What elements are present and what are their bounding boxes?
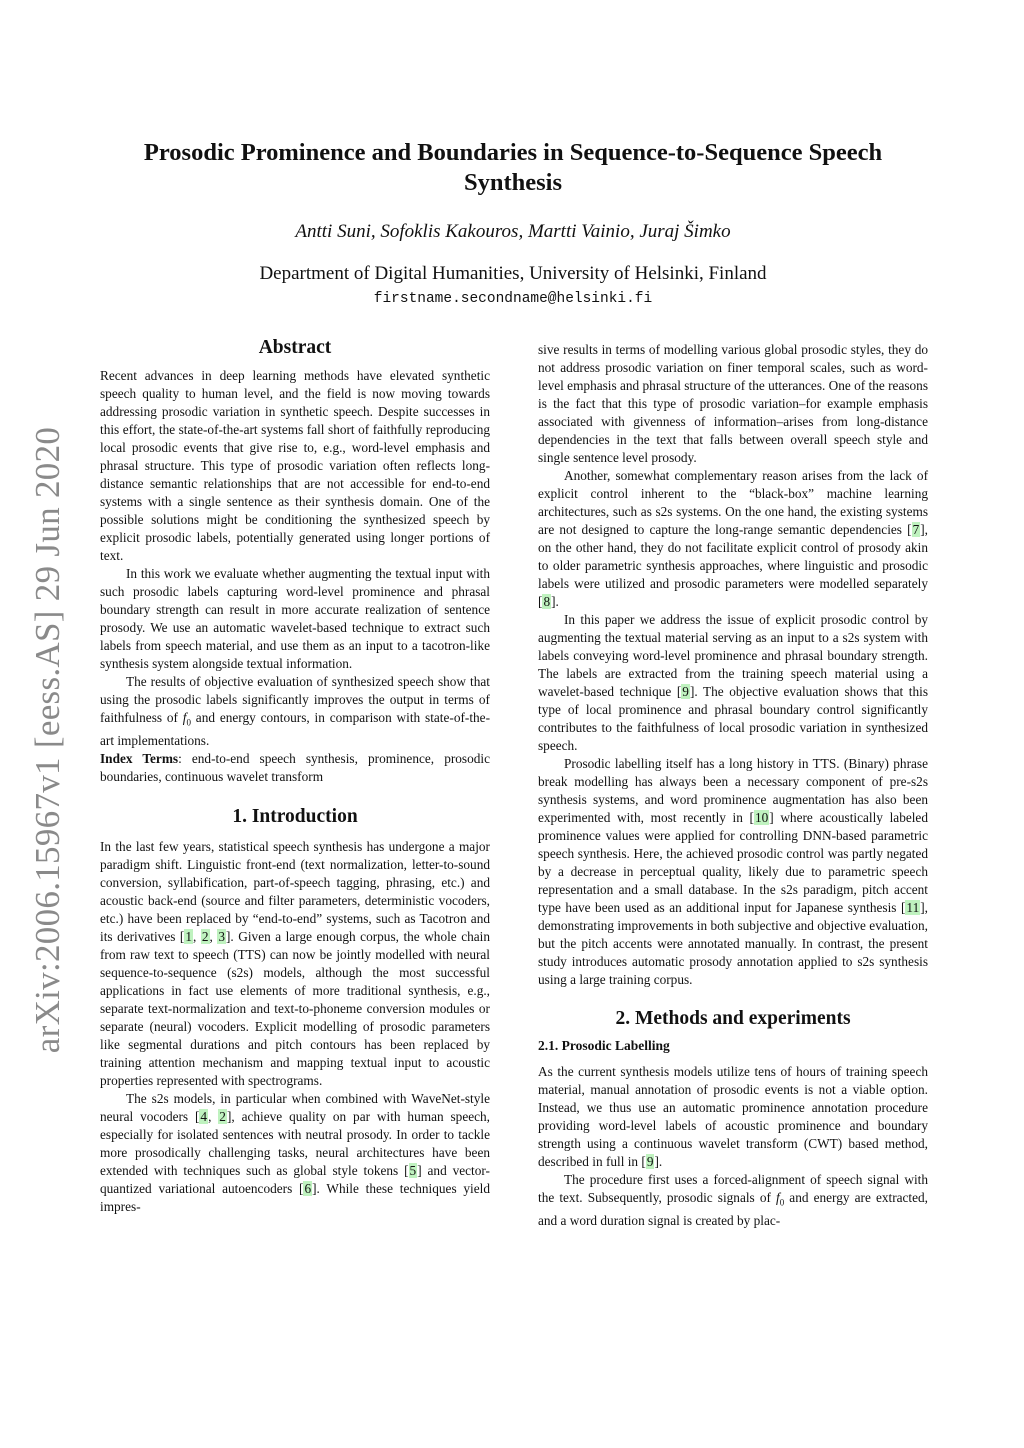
arxiv-sidebar-stamp: arXiv:2006.15967v1 [eess.AS] 29 Jun 2020: [28, 426, 67, 1054]
citation-link[interactable]: 2: [219, 1108, 226, 1124]
subsection-heading: 2.1. Prosodic Labelling: [538, 1038, 670, 1053]
introduction-heading: 1. Introduction: [232, 805, 358, 827]
intro-paragraph-1: In the last few years, statistical speech synthesis has undergone a major paradigm shift. Linguistic front-end (text normalization, letter-to-sound conversion, syllabification, part-of-speech tagging, phrasing, etc.) and acoustic back-end (source and filter parameters, deterministic vocoders, etc.) have been replaced by “end-to-end” systems, such as Tacotron and its derivatives [1, 2, 3]. Given a large enough corpus, the whole chain from raw text to speech (TTS) can now be jointly modelled with neural sequence-to-sequence (s2s) models, although the most successful applications in fact use elements of more traditional synthesis, e.g., separate text-normalization and text-to-phoneme conversion modules or separate (neural) vocoders. Explicit modelling of prosodic parameters like segmental durations and pitch contours has been replaced by training attention mechanism and mapping textual input to acoustic properties represented with spectrograms.: [100, 838, 490, 1088]
intro-paragraph-5: In this paper we address the issue of explicit prosodic control by augmenting the textual material serving as an input to a s2s system with labels conveying word-level prominence and phrasal boundary strength. The labels are extracted from the training speech material using a wavelet-based technique [9]. The objective evaluation shows that this type of local prominence and phrasal boundary control significantly contributes to the faithfulness of local prosodic variation in synthesized speech.: [538, 612, 928, 753]
abstract-paragraph-1: Recent advances in deep learning methods have elevated synthetic speech quality to human level, and the field is now moving towards addressing prosodic variation in synthetic speech. Despite successes in this effort, the state-of-the-art systems fall short of faithfully reproducing local prosodic events that give rise to, e.g., word-level emphasis and phrasal structure. This type of prosodic variation often reflects long-distance semantic relationships that are not accessible for end-to-end systems with a single sentence as their synthesis domain. One of the possible solutions might be conditioning the synthesized speech by explicit prosodic labels, potentially generated using longer portions of text.: [100, 368, 490, 563]
index-terms-label: Index Terms: [100, 750, 179, 766]
citation-link[interactable]: 3: [218, 928, 225, 944]
right-column: [538, 341, 928, 1230]
intro-paragraph-3: sive results in terms of modelling various global prosodic styles, they do not address prosodic variation on finer temporal scales, such as word-level emphasis and phrasal structure of the utterances. One of the reasons is the fact that this type of prosodic variation–for example emphasis associated with givenness of information–arises from long-distance dependencies in the text that falls between overall speech style and single sentence level prosody.: [538, 342, 928, 465]
citation-link[interactable]: 6: [304, 1180, 312, 1196]
intro-paragraph-6: Prosodic labelling itself has a long history in TTS. (Binary) phrase break modelling has always been a necessary component of pre-s2s synthesis systems, and word prominence augmentation has also been experimented with, most recently in [10] where acoustically labeled prominence values were applied for controlling DNN-based parametric speech synthesis. Here, the achieved prosodic control was partly negated by a decrease in perceptual quality, likely due to parametric speech representation and a small database. In the s2s paradigm, pitch accent type have been used as an additional input for Japanese synthesis [11], demonstrating improvements in both subjective and objective evaluation, but the pitch accents were annotated manually. In contrast, the present study introduces automatic prosody annotation applied to s2s synthesis using a large training corpus.: [538, 756, 928, 987]
abstract-paragraph-2: In this work we evaluate whether augmenting the textual input with such prosodic labels capturing word-level prominence and phrasal boundary strength can result in more accurate realization of sentence prosody. We use an automatic wavelet-based technique to extract such labels from speech material, and use them as an input to a tacotron-like synthesis system alongside textual information.: [100, 566, 490, 671]
author-list: Antti Suni, Sofoklis Kakouros, Martti Vainio, Juraj Šimko: [295, 221, 731, 242]
abstract-heading: Abstract: [258, 337, 332, 358]
citation-link[interactable]: 5: [409, 1162, 417, 1178]
citation-link[interactable]: 10: [754, 810, 769, 825]
citation-link[interactable]: 7: [912, 522, 920, 537]
methods-paragraph-2: The procedure first uses a forced-alignment of speech signal with the text. Subsequently, prosodic signals of $f_0$ and energy are extracted, and a word duration signal is created by plac-: [538, 1172, 928, 1228]
affiliation: Department of Digital Humanities, University of Helsinki, Finland: [259, 263, 767, 284]
citation-link[interactable]: 11: [906, 900, 920, 915]
contact-email: firstname.secondname@helsinki.fi: [373, 291, 653, 307]
left-column: [100, 336, 490, 1216]
citation-link[interactable]: 4: [200, 1108, 208, 1124]
methods-heading: 2. Methods and experiments: [615, 1008, 851, 1029]
methods-paragraph-1: As the current synthesis models utilize tens of hours of training speech material, manual annotation of prosodic events is not a viable option. Instead, we thus use an automatic prominence annotation procedure providing word-level labels of acoustic prominence and boundary strength using a continuous wavelet transform (CWT) based method, described in full in [9].: [538, 1064, 928, 1169]
citation-link[interactable]: 9: [682, 684, 689, 699]
index-terms: Index Terms: end-to-end speech synthesis, prominence, prosodic boundaries, continuous wavelet transform: [100, 750, 490, 784]
citation-link[interactable]: 2: [201, 928, 209, 944]
citation-link[interactable]: 8: [543, 594, 551, 609]
intro-paragraph-4: Another, somewhat complementary reason arises from the lack of explicit control inherent to the “black-box” machine learning architectures, such as s2s systems. On the one hand, the existing systems are not designed to capture the long-range semantic dependencies [7], on the other hand, they do not facilitate explicit control of prosody akin to older parametric synthesis approaches, where linguistic and prosodic labels were utilized and prosodic parameters were modelled separately [8].: [538, 468, 928, 609]
citation-link[interactable]: 1: [185, 928, 192, 944]
paper-title: Prosodic Prominence and Boundaries in Sequence-to-Sequence Speech Synthesis: [143, 139, 883, 196]
citation-link[interactable]: 9: [646, 1154, 654, 1169]
intro-paragraph-2: The s2s models, in particular when combined with WaveNet-style neural vocoders [4, 2], achieve quality on par with human speech, especially for isolated sentences with neutral prosody. In order to tackle more prosodically challenging tasks, neural architectures have been extended with techniques such as global style tokens [5] and vector-quantized variational autoencoders [6]. While these techniques yield impres-: [100, 1090, 491, 1214]
abstract-paragraph-3: The results of objective evaluation of synthesized speech show that using the prosodic labels significantly improves the output in terms of faithfulness of $f_0$ and energy contours, in comparison with state-of-the-art implementations.: [100, 674, 490, 748]
